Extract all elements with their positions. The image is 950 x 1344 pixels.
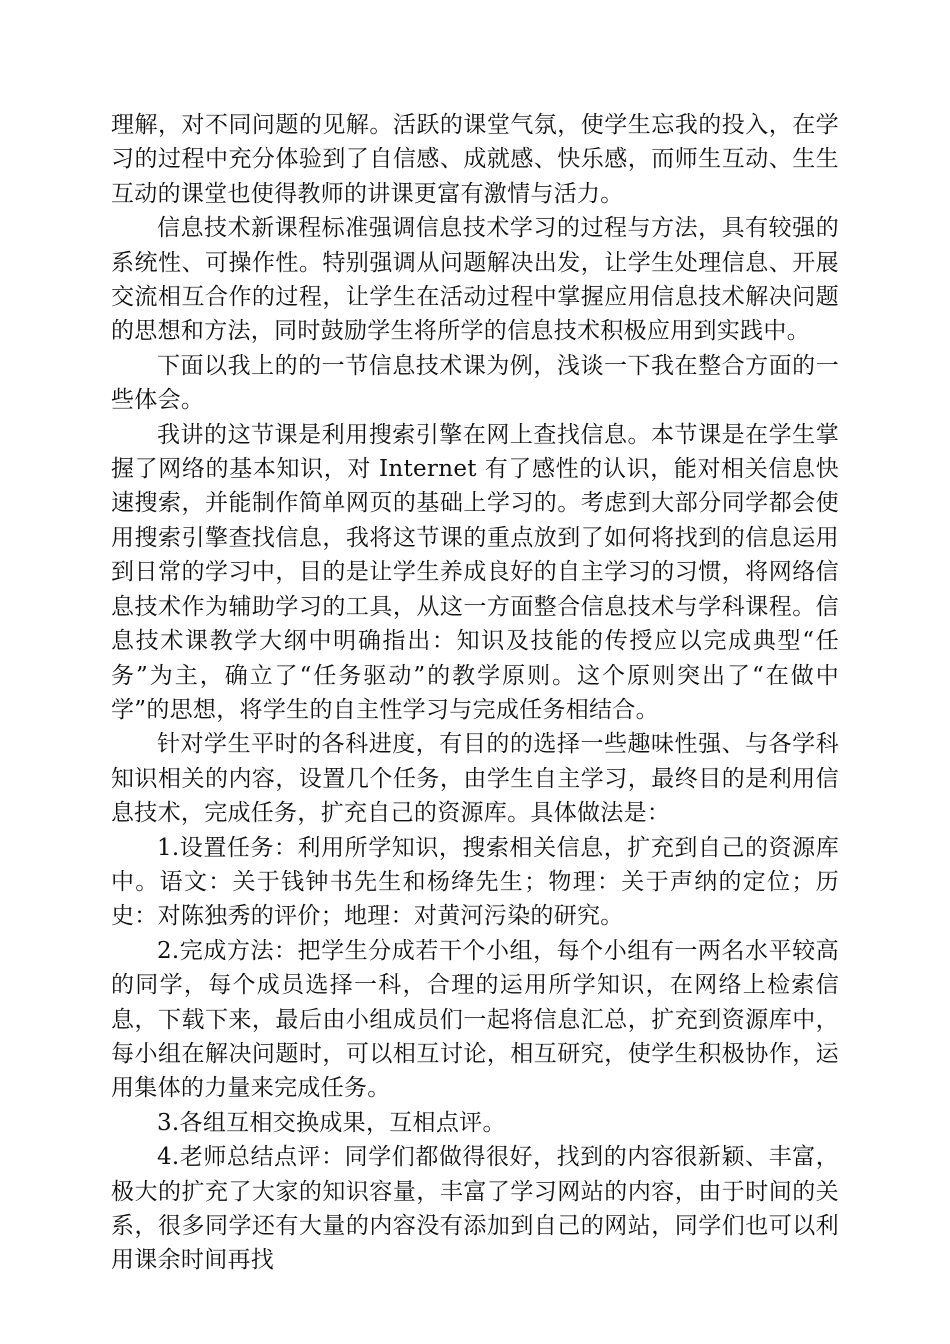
list-item-3: 3.各组互相交换成果，互相点评。 — [157, 1109, 506, 1136]
paragraph-1: 理解，对不同问题的见解。活跃的课堂气氛，使学生忘我的投入，在学习的过程中充分体验到了自信感、成就感、快乐感，而师生互动、生生互动的课堂也使得教师的讲课更富有激情与活力。 — [111, 112, 839, 207]
paragraph-5: 针对学生平时的各科进度，有目的的选择一些趣味性强、与各学科知识相关的内容，设置几个任务，由学生自主学习，最终目的是利用信息技术，完成任务，扩充自己的资源库。具体做法是： — [111, 731, 839, 827]
list-item-2: 2.完成方法：把学生分成若干个小组，每个小组有一两名水平较高的同学，每个成员选择一科，合理的运用所学知识，在网络上检索信息，下载下来，最后由小组成员们一起将信息汇总，扩充到资源库中，每小组在解决问题时，可以相互讨论，相互研究，使学生积极协作，运用集体的力量来完成任务。 — [111, 937, 839, 1102]
list-item-1: 1.设置任务：利用所学知识，搜索相关信息，扩充到自己的资源库中。语文：关于钱钟书先生和杨绛先生；物理：关于声纳的定位；历史：对陈独秀的评价；地理：对黄河污染的研究。 — [111, 834, 839, 930]
document-body — [111, 108, 839, 1278]
paragraph-2: 信息技术新课程标准强调信息技术学习的过程与方法，具有较强的系统性、可操作性。特别强调从问题解决出发，让学生处理信息、开展交流相互合作的过程，让学生在活动过程中掌握应用信息技术解决问题的思想和方法，同时鼓励学生将所学的信息技术积极应用到实践中。 — [111, 215, 839, 345]
paragraph-4: 我讲的这节课是利用搜索引擎在网上查找信息。本节课是在学生掌握了网络的基本知识，对 Internet 有了感性的认识，能对相关信息快速搜索，并能制作简单网页的基础上学习的。考虑到大部分同学都会使用搜索引擎查找信息，我将这节课的重点放到了如何将找到的信息运用到日常的学习中，目的是让学生养成良好的自主学习的习惯，将网络信息技术作为辅助学习的工具，从这一方面整合信息技术与学科课程。信息技术课教学大纲中明确指出：知识及技能的传授应以完成典型“任务”为主，确立了“任务驱动”的教学原则。这个原则突出了“在做中学”的思想，将学生的自主性学习与完成任务相结合。 — [111, 421, 839, 723]
list-item-4: 4.老师总结点评：同学们都做得很好，找到的内容很新颖、丰富，极大的扩充了大家的知识容量，丰富了学习网站的内容，由于时间的关系，很多同学还有大量的内容没有添加到自己的网站，同学们也可以利用课余时间再找 — [111, 1144, 839, 1274]
paragraph-3: 下面以我上的的一节信息技术课为例，浅谈一下我在整合方面的一些体会。 — [111, 352, 839, 414]
